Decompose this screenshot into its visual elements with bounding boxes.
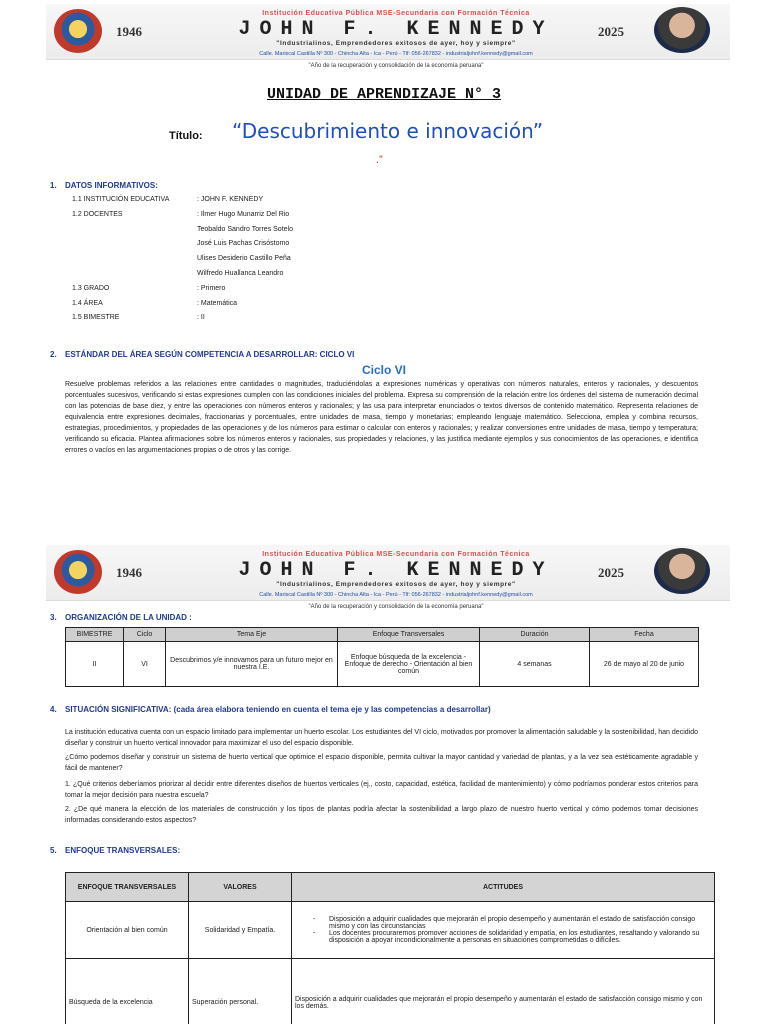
section-heading-1 — [50, 181, 158, 190]
table-cell — [292, 902, 715, 959]
table-header-row — [66, 873, 715, 902]
datos-key: 1.4 ÁREA — [72, 300, 103, 307]
datos-key: 1.2 DOCENTES — [72, 211, 123, 218]
table-cell: II — [66, 642, 124, 687]
section-number: 2. — [50, 350, 57, 359]
section-heading-5 — [50, 846, 180, 855]
table-header-cell: ACTITUDES — [292, 873, 715, 902]
situacion-paragraph: La institución educativa cuenta con un espacio limitado para implementar un huerto escolar. Los estudiantes del VI ciclo, motivados por promover la alimentación saludable y la sostenibilidad, han decidido diseñar y construir un huerto vertical innovador para maximizar el uso del espacio disponible. — [65, 729, 698, 747]
organization-table — [65, 627, 699, 687]
table-header-cell: Ciclo — [124, 628, 166, 642]
list-item: - Los docentes procuraremos promover acciones de solidaridad y empatía, en los estudiantes, resaltando y valorando su disposición a apoyar incondicionalmente a personas en situaciones comprometidas o difíciles. — [295, 930, 711, 944]
school-motto: "Industrialinos, Emprendedores exitosos de ayer, hoy y siempre" — [276, 40, 516, 47]
table-cell: Solidaridad y Empatía. — [189, 902, 292, 959]
table-row — [66, 959, 715, 1024]
section-number: 5. — [50, 846, 57, 855]
page-title: UNIDAD DE APRENDIZAJE N° 3 — [266, 86, 502, 103]
section-heading-2 — [50, 350, 354, 359]
school-address: Calle. Mariscal Castilla Nº 300 - Chincha Alta - Ica - Perú - Tlf: 056-267832 - industrialjohnf.kennedy@gmail.com — [259, 51, 533, 57]
school-name: JOHN F. KENNEDY — [238, 559, 554, 582]
section-number: 3. — [50, 613, 57, 622]
table-cell: Búsqueda de la excelencia — [66, 959, 189, 1024]
table-cell: Enfoque búsqueda de la excelencia - Enfoque de derecho - Orientación al bien común — [338, 642, 480, 687]
titulo-mark: .” — [376, 154, 383, 166]
table-header-cell: Duración — [480, 628, 590, 642]
table-cell: Superación personal. — [189, 959, 292, 1024]
school-motto: "Industrialinos, Emprendedores exitosos de ayer, hoy y siempre" — [276, 581, 516, 588]
datos-value: : II — [197, 314, 205, 321]
table-header-row — [66, 628, 699, 642]
table-cell: 26 de mayo al 20 de junio — [590, 642, 699, 687]
table-cell: 4 semanas — [480, 642, 590, 687]
datos-value: : Ilmer Hugo Munarriz Del Rio — [197, 211, 290, 218]
letterhead — [46, 545, 730, 611]
table-header-cell: Fecha — [590, 628, 699, 642]
portrait-image — [654, 548, 710, 594]
datos-value: : Matemática — [197, 300, 238, 307]
actitudes-list — [295, 916, 711, 944]
titulo-label: Título: — [169, 130, 203, 142]
datos-value: : Primero — [197, 285, 226, 292]
table-cell: Disposición a adquirir cualidades que mejorarán el propio desempeño y aumentarán el estado de satisfacción consigo mismo y con los demás. — [292, 959, 715, 1024]
datos-value: Wilfredo Huallanca Leandro — [197, 270, 284, 277]
school-name: JOHN F. KENNEDY — [238, 18, 554, 41]
table-header-cell: VALORES — [189, 873, 292, 902]
table-header-cell: BIMESTRE — [66, 628, 124, 642]
ciclo-title: Ciclo VI — [361, 363, 406, 377]
table-header-cell: Enfoque Transversales — [338, 628, 480, 642]
year-name: "Año de la recuperación y consolidación de la economía peruana" — [308, 604, 484, 610]
datos-value: Ulises Desiderio Castillo Peña — [197, 255, 291, 262]
section-number: 4. — [50, 705, 57, 714]
school-crest-logo — [54, 550, 102, 594]
section-label: ENFOQUE TRANSVERSALES: — [65, 846, 181, 855]
situacion-question: 2. ¿De qué manera la elección de los materiales de construcción y los tipos de plantas podría afectar la sostenibilidad a largo plazo de nuestro huerto vertical y cómo podemos tomar decisiones informadas considerando estos aspectos? — [65, 806, 698, 824]
situacion-question: 1. ¿Qué criterios deberíamos priorizar al decidir entre diferentes diseños de huertos verticales (ej., costo, capacidad, estética, facilidad de mantenimiento) y cómo podríamos ponderar estos criterios para tomar la mejor decisión para nuestra escuela? — [65, 781, 698, 799]
institution-name: Institución Educativa Pública MSE-Secundaria con Formación Técnica — [262, 10, 530, 17]
section-heading-3 — [50, 613, 192, 622]
situacion-question: ¿Cómo podemos diseñar y construir un sistema de huerto vertical que optimice el espacio disponible, permita cultivar la mayor cantidad y variedad de plantas, y a la vez sea estéticamente agradable y fácil de mantener? — [65, 754, 698, 772]
letterhead — [46, 4, 730, 70]
section-label: DATOS INFORMATIVOS: — [65, 181, 158, 190]
current-year: 2025 — [598, 24, 624, 39]
year-name: "Año de la recuperación y consolidación de la economía peruana" — [308, 63, 484, 69]
section-label: ESTÁNDAR DEL ÁREA SEGÚN COMPETENCIA A DESARROLLAR: CICLO VI — [65, 350, 355, 359]
section-label: ORGANIZACIÓN DE LA UNIDAD : — [65, 613, 192, 622]
school-crest-logo — [54, 9, 102, 53]
datos-key: 1.3 GRADO — [72, 285, 110, 292]
datos-key: 1.5 BIMESTRE — [72, 314, 120, 321]
table-header-cell: ENFOQUE TRANSVERSALES — [66, 873, 189, 902]
current-year: 2025 — [598, 565, 624, 580]
institution-name: Institución Educativa Pública MSE-Secundaria con Formación Técnica — [262, 551, 530, 558]
section-heading-4 — [50, 705, 491, 714]
list-item: - Disposición a adquirir cualidades que mejorarán el propio desempeño y aumentarán el estado de satisfacción consigo mismo y con las circunstancias — [295, 916, 711, 930]
table-header-cell: Tema Eje — [166, 628, 338, 642]
founding-year: 1946 — [116, 565, 142, 580]
enfoque-table — [65, 872, 715, 1024]
section-label: SITUACIÓN SIGNIFICATIVA: (cada área elabora teniendo en cuenta el tema eje y las competencias a desarrollar) — [65, 705, 491, 714]
datos-value: Teobaldo Sandro Torres Sotelo — [197, 226, 293, 233]
founding-year: 1946 — [116, 24, 142, 39]
table-cell: VI — [124, 642, 166, 687]
table-row — [66, 902, 715, 959]
table-cell: Descubrimos y/e innovamos para un futuro mejor en nuestra I.E. — [166, 642, 338, 687]
datos-key: 1.1 INSTITUCIÓN EDUCATIVA — [72, 196, 170, 203]
table-cell: Orientación al bien común — [66, 902, 189, 959]
titulo-value: “Descubrimiento e innovación” — [232, 119, 544, 143]
school-address: Calle. Mariscal Castilla Nº 300 - Chincha Alta - Ica - Perú - Tlf: 056-267832 - industrialjohnf.kennedy@gmail.com — [259, 592, 533, 598]
datos-value: : JOHN F. KENNEDY — [197, 196, 264, 203]
section-number: 1. — [50, 181, 57, 190]
datos-value: José Luis Pachas Crisóstomo — [197, 240, 290, 247]
table-row — [66, 642, 699, 687]
estandar-paragraph: Resuelve problemas referidos a las relaciones entre cantidades o magnitudes, traduciéndolas a expresiones numéricas y operativas con números naturales, enteros y racionales, y descuentos porcentuales sucesivos, verificando si estas expresiones cumplen con las condiciones iniciales del problema. Expresa su comprensión de la relación entre los órdenes del sistema de numeración decimal con las potencias de base diez, y entre las operaciones con números enteros y racionales; y las usa para interpretar enunciados o textos diversos de contenido matemático. Representa relaciones de equivalencia entre expresiones decimales, fraccionarias y porcentuales, entre unidades de masa, tiempo y monetarias; empleando lenguaje matemático. Selecciona, emplea y combina recursos, estrategias, procedimientos, y propiedades de las operaciones y de los números para estimar o calcular con enteros y racionales; y realizar conversiones entre unidades de masa, tiempo y temperatura; verificando su eficacia. Plantea afirmaciones sobre los números enteros y racionales, sus propiedades y relaciones, y las justifica mediante ejemplos y sus conocimientos de las operaciones, e identifica errores o vacíos en las argumentaciones propias o de otros y las corrige. — [65, 381, 698, 454]
portrait-image — [654, 7, 710, 53]
